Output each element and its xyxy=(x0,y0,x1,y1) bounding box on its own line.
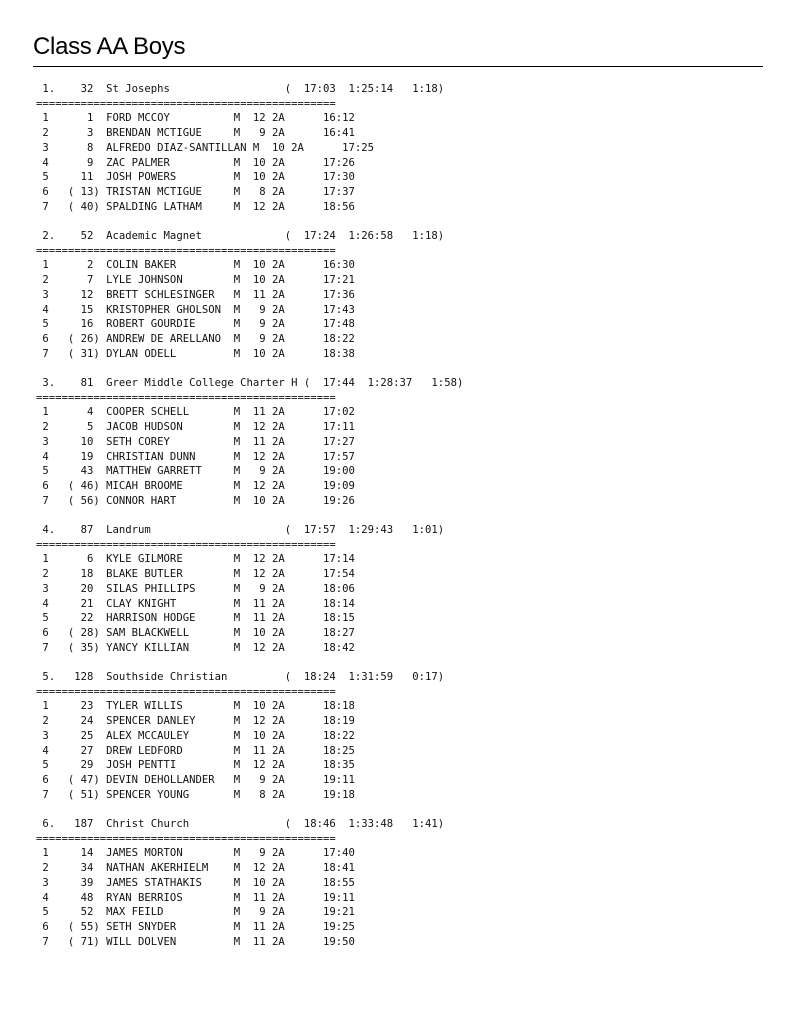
runner-row: 5 22 HARRISON HODGE M 11 2A 18:15 xyxy=(36,612,355,625)
team-separator: =============================================== xyxy=(36,391,336,404)
runner-row: 2 24 SPENCER DANLEY M 12 2A 18:19 xyxy=(36,715,355,728)
team-block xyxy=(36,670,463,817)
team-block xyxy=(36,229,463,376)
runner-row: 3 8 ALFREDO DIAZ-SANTILLAN M 10 2A 17:25 xyxy=(36,141,375,154)
runner-row: 4 27 DREW LEDFORD M 11 2A 18:25 xyxy=(36,744,355,757)
runner-row: 2 18 BLAKE BUTLER M 12 2A 17:54 xyxy=(36,568,355,581)
runner-row: 5 52 MAX FEILD M 9 2A 19:21 xyxy=(36,906,355,919)
runner-row: 1 6 KYLE GILMORE M 12 2A 17:14 xyxy=(36,553,355,566)
results-list xyxy=(36,82,463,964)
team-header: 6. 187 Christ Church ( 18:46 1:33:48 1:41) xyxy=(36,818,445,830)
runner-row: 4 15 KRISTOPHER GHOLSON M 9 2A 17:43 xyxy=(36,303,355,316)
team-header: 3. 81 Greer Middle College Charter H ( 17:44 1:28:37 1:58) xyxy=(36,377,464,389)
runner-row: 3 25 ALEX MCCAULEY M 10 2A 18:22 xyxy=(36,729,355,742)
runner-row: 3 39 JAMES STATHAKIS M 10 2A 18:55 xyxy=(36,876,355,889)
runner-row: 7 ( 56) CONNOR HART M 10 2A 19:26 xyxy=(36,494,355,507)
team-separator: =============================================== xyxy=(36,244,336,257)
runner-row: 4 48 RYAN BERRIOS M 11 2A 19:11 xyxy=(36,891,355,904)
runner-row: 5 29 JOSH PENTTI M 12 2A 18:35 xyxy=(36,759,355,772)
runner-row: 4 9 ZAC PALMER M 10 2A 17:26 xyxy=(36,156,355,169)
runner-row: 2 5 JACOB HUDSON M 12 2A 17:11 xyxy=(36,421,355,434)
runner-row: 3 12 BRETT SCHLESINGER M 11 2A 17:36 xyxy=(36,288,355,301)
runner-row: 7 ( 40) SPALDING LATHAM M 12 2A 18:56 xyxy=(36,200,355,213)
runner-row: 5 16 ROBERT GOURDIE M 9 2A 17:48 xyxy=(36,318,355,331)
runner-row: 7 ( 31) DYLAN ODELL M 10 2A 18:38 xyxy=(36,347,355,360)
team-separator: =============================================== xyxy=(36,97,336,110)
runner-row: 7 ( 71) WILL DOLVEN M 11 2A 19:50 xyxy=(36,935,355,948)
title-underline xyxy=(33,66,763,67)
team-separator: =============================================== xyxy=(36,685,336,698)
runner-row: 5 43 MATTHEW GARRETT M 9 2A 19:00 xyxy=(36,465,355,478)
team-separator: =============================================== xyxy=(36,538,336,551)
runner-row: 1 4 COOPER SCHELL M 11 2A 17:02 xyxy=(36,406,355,419)
runner-row: 2 7 LYLE JOHNSON M 10 2A 17:21 xyxy=(36,274,355,287)
team-block xyxy=(36,817,463,964)
runner-row: 1 1 FORD MCCOY M 12 2A 16:12 xyxy=(36,112,355,125)
runner-row: 7 ( 51) SPENCER YOUNG M 8 2A 19:18 xyxy=(36,788,355,801)
runner-row: 2 3 BRENDAN MCTIGUE M 9 2A 16:41 xyxy=(36,127,355,140)
runner-row: 1 23 TYLER WILLIS M 10 2A 18:18 xyxy=(36,700,355,713)
page-title: Class AA Boys xyxy=(33,33,186,60)
runner-row: 6 ( 13) TRISTAN MCTIGUE M 8 2A 17:37 xyxy=(36,185,355,198)
runner-row: 4 21 CLAY KNIGHT M 11 2A 18:14 xyxy=(36,597,355,610)
runner-row: 6 ( 28) SAM BLACKWELL M 10 2A 18:27 xyxy=(36,626,355,639)
runner-row: 6 ( 46) MICAH BROOME M 12 2A 19:09 xyxy=(36,479,355,492)
runner-row: 3 20 SILAS PHILLIPS M 9 2A 18:06 xyxy=(36,582,355,595)
team-header: 2. 52 Academic Magnet ( 17:24 1:26:58 1:18) xyxy=(36,230,445,242)
runner-row: 3 10 SETH COREY M 11 2A 17:27 xyxy=(36,435,355,448)
runner-row: 5 11 JOSH POWERS M 10 2A 17:30 xyxy=(36,171,355,184)
team-header: 1. 32 St Josephs ( 17:03 1:25:14 1:18) xyxy=(36,83,445,95)
runner-row: 2 34 NATHAN AKERHIELM M 12 2A 18:41 xyxy=(36,862,355,875)
runner-row: 1 14 JAMES MORTON M 9 2A 17:40 xyxy=(36,847,355,860)
runner-row: 4 19 CHRISTIAN DUNN M 12 2A 17:57 xyxy=(36,450,355,463)
runner-row: 6 ( 55) SETH SNYDER M 11 2A 19:25 xyxy=(36,920,355,933)
runner-row: 7 ( 35) YANCY KILLIAN M 12 2A 18:42 xyxy=(36,641,355,654)
runner-row: 1 2 COLIN BAKER M 10 2A 16:30 xyxy=(36,259,355,272)
runner-row: 6 ( 26) ANDREW DE ARELLANO M 9 2A 18:22 xyxy=(36,332,355,345)
team-block xyxy=(36,376,463,523)
runner-row: 6 ( 47) DEVIN DEHOLLANDER M 9 2A 19:11 xyxy=(36,773,355,786)
team-separator: =============================================== xyxy=(36,832,336,845)
team-block xyxy=(36,523,463,670)
team-block xyxy=(36,82,463,229)
team-header: 5. 128 Southside Christian ( 18:24 1:31:59 0:17) xyxy=(36,671,445,683)
team-header: 4. 87 Landrum ( 17:57 1:29:43 1:01) xyxy=(36,524,445,536)
